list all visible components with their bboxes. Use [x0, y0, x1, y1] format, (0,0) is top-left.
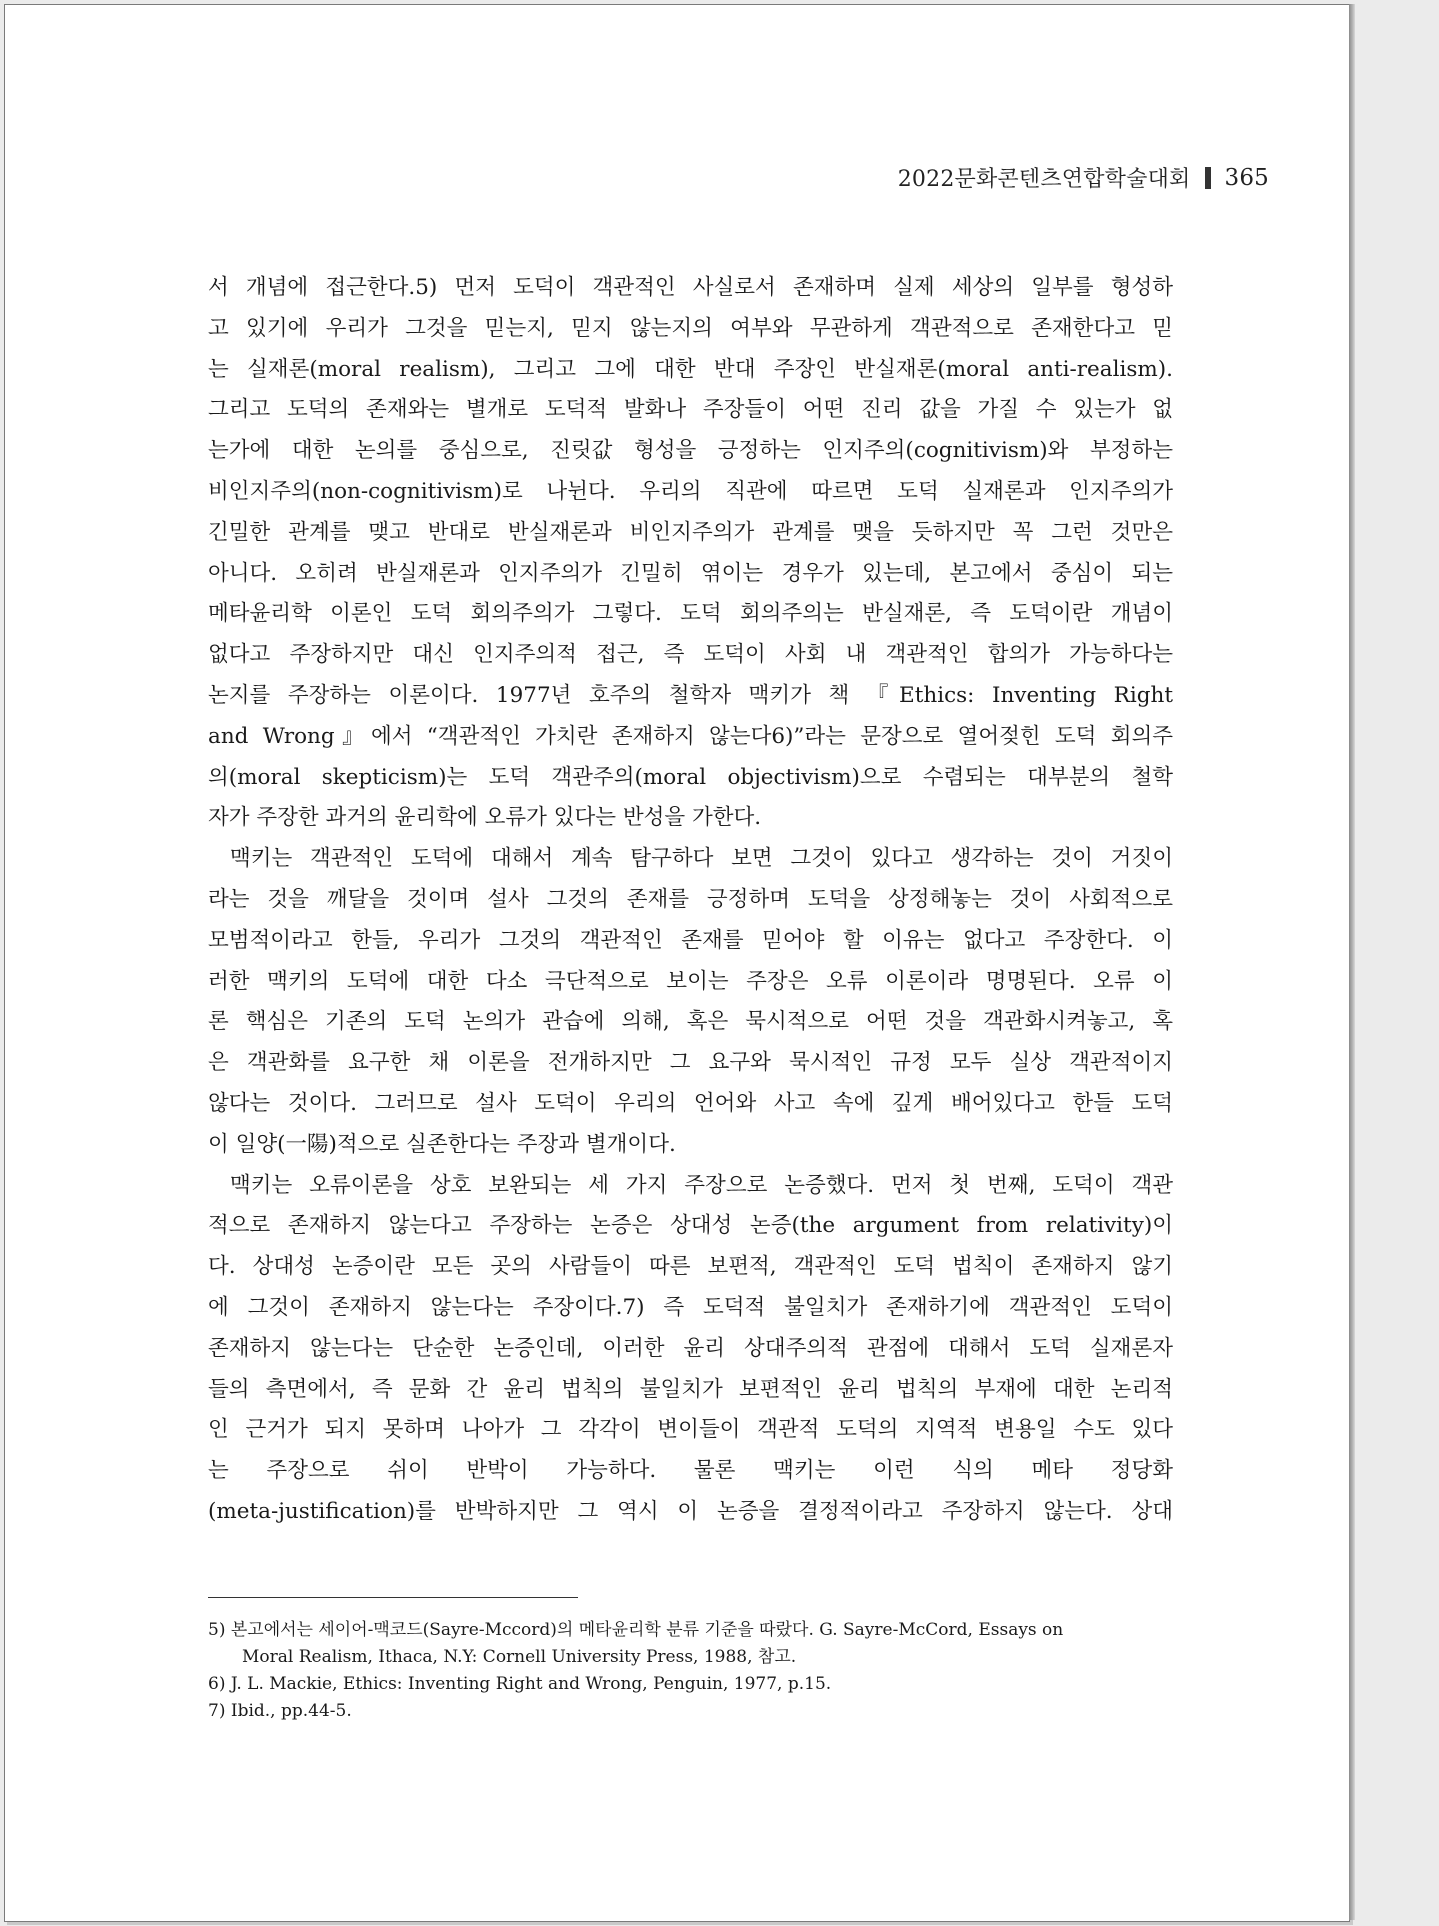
paragraph-2	[208, 839, 1173, 1165]
text-line: 인 근거가 되지 못하며 나아가 그 각각이 변이들이 객관적 도덕의 지역적 변용일 수도 있다	[208, 1417, 1173, 1443]
text-line: 그리고 도덕의 존재와는 별개로 도덕적 발화나 주장들이 어떤 진리 값을 가질 수 있는가 없	[208, 397, 1173, 423]
footnotes	[208, 1617, 1173, 1725]
running-head-separator	[1205, 167, 1211, 189]
text-line: 고 있기에 우리가 그것을 믿는지, 믿지 않는지의 여부와 무관하게 객관적으로 존재한다고 믿	[208, 315, 1173, 341]
text-line: 는가에 대한 논의를 중심으로, 진릿값 형성을 긍정하는 인지주의(cognitivism)와 부정하는	[208, 438, 1173, 464]
page-edge-shadow	[1349, 4, 1355, 1920]
text-line: 메타윤리학 이론인 도덕 회의주의가 그렇다. 도덕 회의주의는 반실재론, 즉 도덕이란 개념이	[208, 601, 1173, 627]
running-head-title: 2022문화콘텐츠연합학술대회	[897, 167, 1191, 192]
text-line: 서 개념에 접근한다.5) 먼저 도덕이 객관적인 사실로서 존재하며 실제 세상의 일부를 형성하	[208, 275, 1173, 300]
text-line: (meta-justification)를 반박하지만 그 역시 이 논증을 결정적이라고 주장하지 않는다. 상대	[208, 1498, 1173, 1524]
text-line: 긴밀한 관계를 맺고 반대로 반실재론과 비인지주의가 관계를 맺을 듯하지만 꼭 그런 것만은	[208, 519, 1173, 545]
text-line: and Wrong』에서 “객관적인 가치란 존재하지 않는다6)”라는 문장으로 열어젖힌 도덕 회의주	[208, 723, 1173, 749]
text-line: 논지를 주장하는 이론이다. 1977년 호주의 철학자 맥키가 책 『Ethics: Inventing Right	[208, 682, 1173, 708]
text-line: 모범적이라고 한들, 우리가 그것의 객관적인 존재를 믿어야 할 이유는 없다고 주장한다. 이	[208, 927, 1173, 953]
footnote-divider	[208, 1597, 578, 1598]
text-line: 의(moral skepticism)는 도덕 객관주의(moral objectivism)으로 수렴되는 대부분의 철학	[208, 764, 1173, 790]
running-head	[898, 162, 1269, 193]
paragraph-1	[208, 268, 1173, 839]
text-line: 는 실재론(moral realism), 그리고 그에 대한 반대 주장인 반실재론(moral anti-realism).	[208, 356, 1173, 382]
body-text	[208, 268, 1173, 1533]
text-line: 자가 주장한 과거의 윤리학에 오류가 있다는 반성을 가한다.	[208, 805, 762, 831]
paragraph-3	[208, 1166, 1173, 1533]
footnote-6: 6) J. L. Mackie, Ethics: Inventing Right and Wrong, Penguin, 1977, p.15.	[208, 1674, 832, 1694]
footnote-7: 7) Ibid., pp.44-5.	[208, 1701, 352, 1721]
text-line: 존재하지 않는다는 단순한 논증인데, 이러한 윤리 상대주의적 관점에 대해서 도덕 실재론자	[208, 1335, 1173, 1361]
text-line: 라는 것을 깨달을 것이며 설사 그것의 존재를 긍정하며 도덕을 상정해놓는 것이 사회적으로	[208, 886, 1173, 912]
text-line: 않다는 것이다. 그러므로 설사 도덕이 우리의 언어와 사고 속에 깊게 배어있다고 한들 도덕	[208, 1090, 1173, 1116]
text-line: 아니다. 오히려 반실재론과 인지주의가 긴밀히 엮이는 경우가 있는데, 본고에서 중심이 되는	[208, 560, 1173, 586]
page-number: 365	[1224, 164, 1269, 191]
text-line: 맥키는 오류이론을 상호 보완되는 세 가지 주장으로 논증했다. 먼저 첫 번째, 도덕이 객관	[230, 1172, 1173, 1198]
text-line: 러한 맥키의 도덕에 대한 다소 극단적으로 보이는 주장은 오류 이론이라 명명된다. 오류 이	[208, 968, 1173, 994]
footnote-5: 5) 본고에서는 세이어-맥코드(Sayre-Mccord)의 메타윤리학 분류 기준을 따랐다. G. Sayre-McCord, Essays on	[208, 1620, 1064, 1640]
footnote-5-continuation: Moral Realism, Ithaca, N.Y: Cornell University Press, 1988, 참고.	[242, 1647, 797, 1667]
text-line: 다. 상대성 논증이란 모든 곳의 사람들이 따른 보편적, 객관적인 도덕 법칙이 존재하지 않기	[208, 1254, 1173, 1280]
text-line: 들의 측면에서, 즉 문화 간 윤리 법칙의 불일치가 보편적인 윤리 법칙의 부재에 대한 논리적	[208, 1376, 1173, 1402]
text-line: 없다고 주장하지만 대신 인지주의적 접근, 즉 도덕이 사회 내 객관적인 합의가 가능하다는	[208, 642, 1173, 668]
text-line: 에 그것이 존재하지 않는다는 주장이다.7) 즉 도덕적 불일치가 존재하기에 객관적인 도덕이	[208, 1294, 1173, 1320]
text-line: 론 핵심은 기존의 도덕 논의가 관습에 의해, 혹은 묵시적으로 어떤 것을 객관화시켜놓고, 혹	[208, 1009, 1173, 1035]
text-line: 비인지주의(non-cognitivism)로 나뉜다. 우리의 직관에 따르면 도덕 실재론과 인지주의가	[208, 478, 1173, 504]
text-line: 적으로 존재하지 않는다고 주장하는 논증은 상대성 논증(the argument from relativity)이	[208, 1213, 1173, 1239]
text-line: 는 주장으로 쉬이 반박이 가능하다. 물론 맥키는 이런 식의 메타 정당화	[208, 1458, 1173, 1484]
text-line: 이 일양(一陽)적으로 실존한다는 주장과 별개이다.	[208, 1131, 676, 1157]
text-line: 맥키는 객관적인 도덕에 대해서 계속 탐구하다 보면 그것이 있다고 생각하는 것이 거짓이	[230, 846, 1173, 872]
text-line: 은 객관화를 요구한 채 이론을 전개하지만 그 요구와 묵시적인 규정 모두 실상 객관적이지	[208, 1050, 1173, 1076]
